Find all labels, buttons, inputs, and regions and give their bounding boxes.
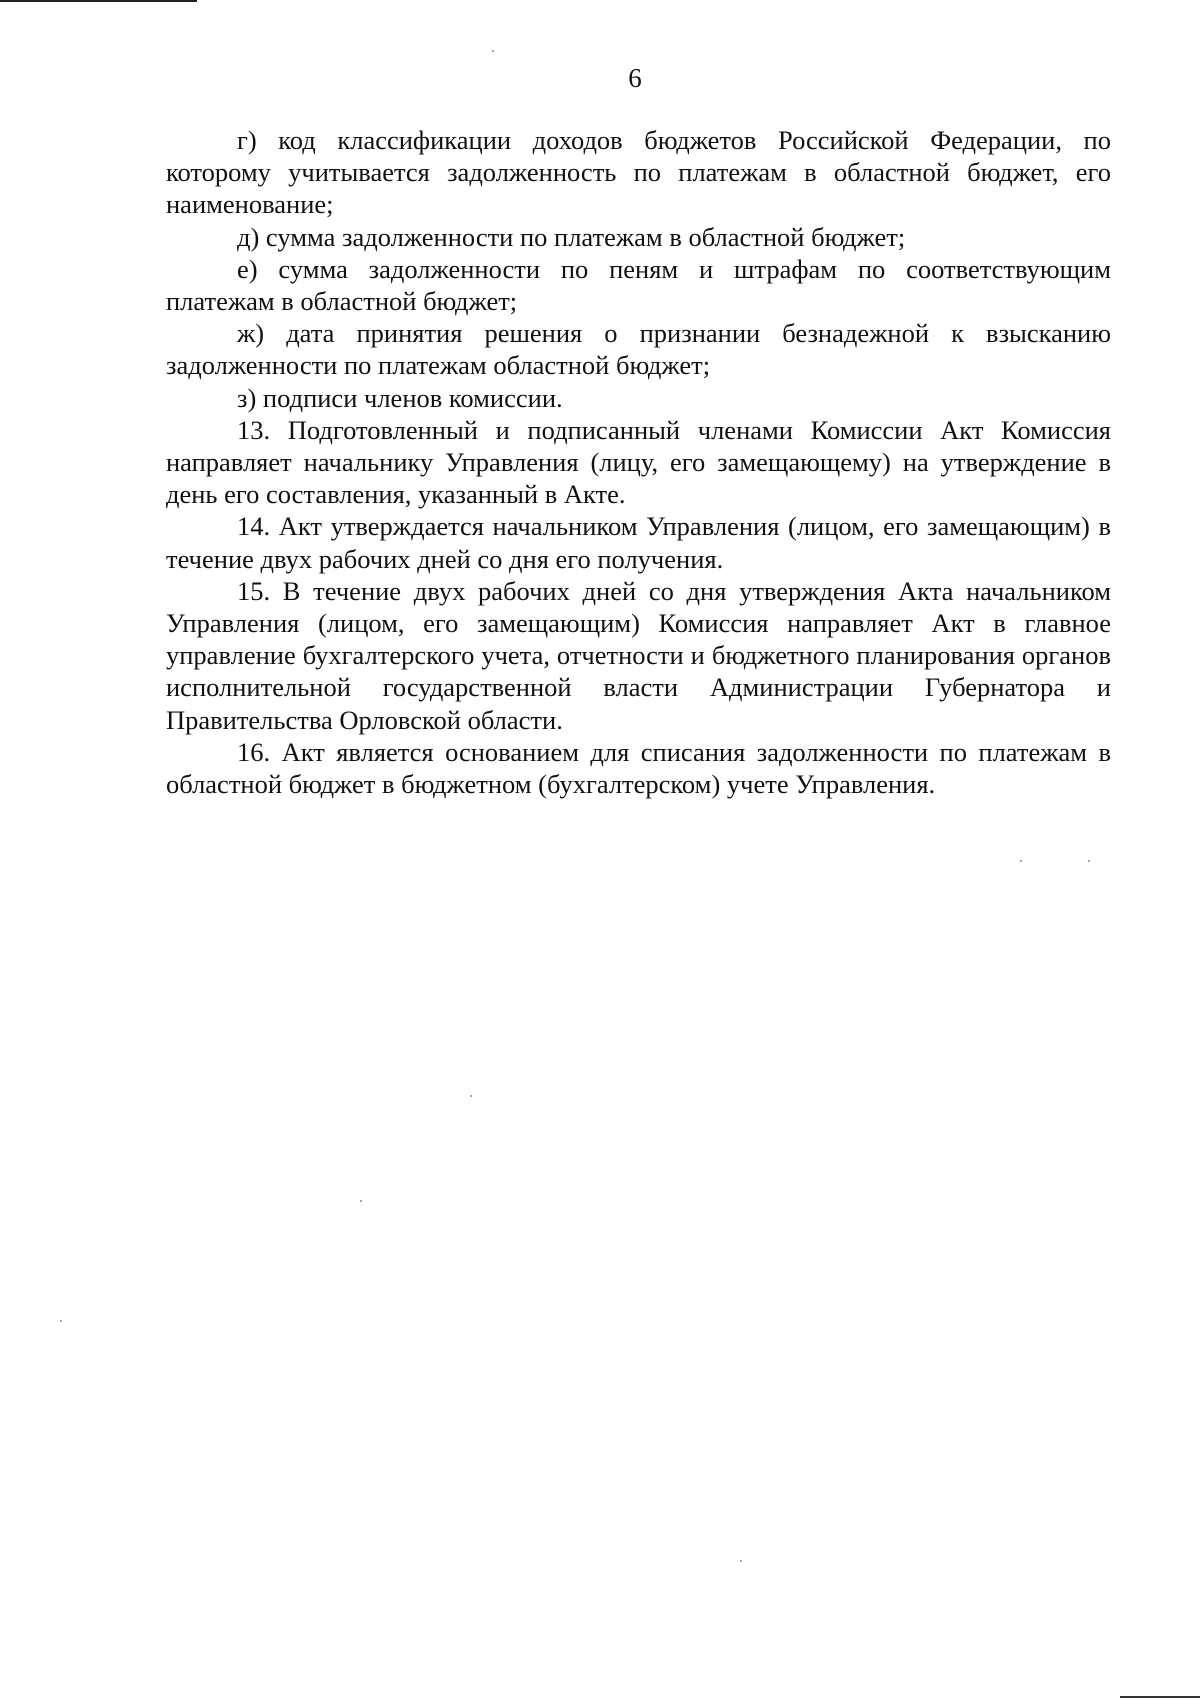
scan-speck — [1088, 860, 1090, 862]
scan-speck — [1020, 860, 1022, 862]
paragraph-14: 14. Акт утверждается начальником Управления (лицом, его замещающим) в течение двух рабочих дней со дня его получения. — [166, 511, 1111, 574]
paragraph-15: 15. В течение двух рабочих дней со дня утверждения Акта начальником Управления (лицом, его замещающим) Комиссия направляет Акт в главное управление бухгалтерского учета, отчетности и бюджетного планирования органов исполнительной государственной власти Администрации Губернатора и Правительства Орловской области. — [166, 575, 1111, 735]
scan-speck — [360, 1200, 362, 1202]
paragraph-item-z: з) подписи членов комиссии. — [237, 382, 563, 413]
paragraph-13: 13. Подготовленный и подписанный членами Комиссии Акт Комиссия направляет начальнику Управления (лицу, его замещающему) на утверждение в день его составления, указанный в Акте. — [166, 414, 1111, 510]
paragraph-item-zh: ж) дата принятия решения о признании безнадежной к взысканию задолженности по платежам областной бюджет; — [166, 318, 1111, 381]
scan-speck — [470, 1095, 472, 1097]
document-body — [166, 124, 1111, 800]
paragraph-16: 16. Акт является основанием для списания задолженности по платежам в областной бюджет в бюджетном (бухгалтерском) учете Управления. — [166, 736, 1111, 800]
paragraph-item-e: е) сумма задолженности по пеням и штрафам по соответствующим платежам в областной бюджет; — [166, 253, 1111, 317]
scan-speck — [60, 1320, 62, 1322]
scan-speck — [740, 1560, 742, 1562]
scan-speck — [492, 50, 494, 52]
paragraph-item-d: д) сумма задолженности по платежам в областной бюджет; — [237, 221, 906, 252]
paragraph-item-g: г) код классификации доходов бюджетов Российской Федерации, по которому учитывается задолженность по платежам в областной бюджет, его наименование; — [166, 125, 1111, 220]
scan-edge-mark — [0, 0, 197, 2]
page-number: 6 — [628, 63, 642, 93]
